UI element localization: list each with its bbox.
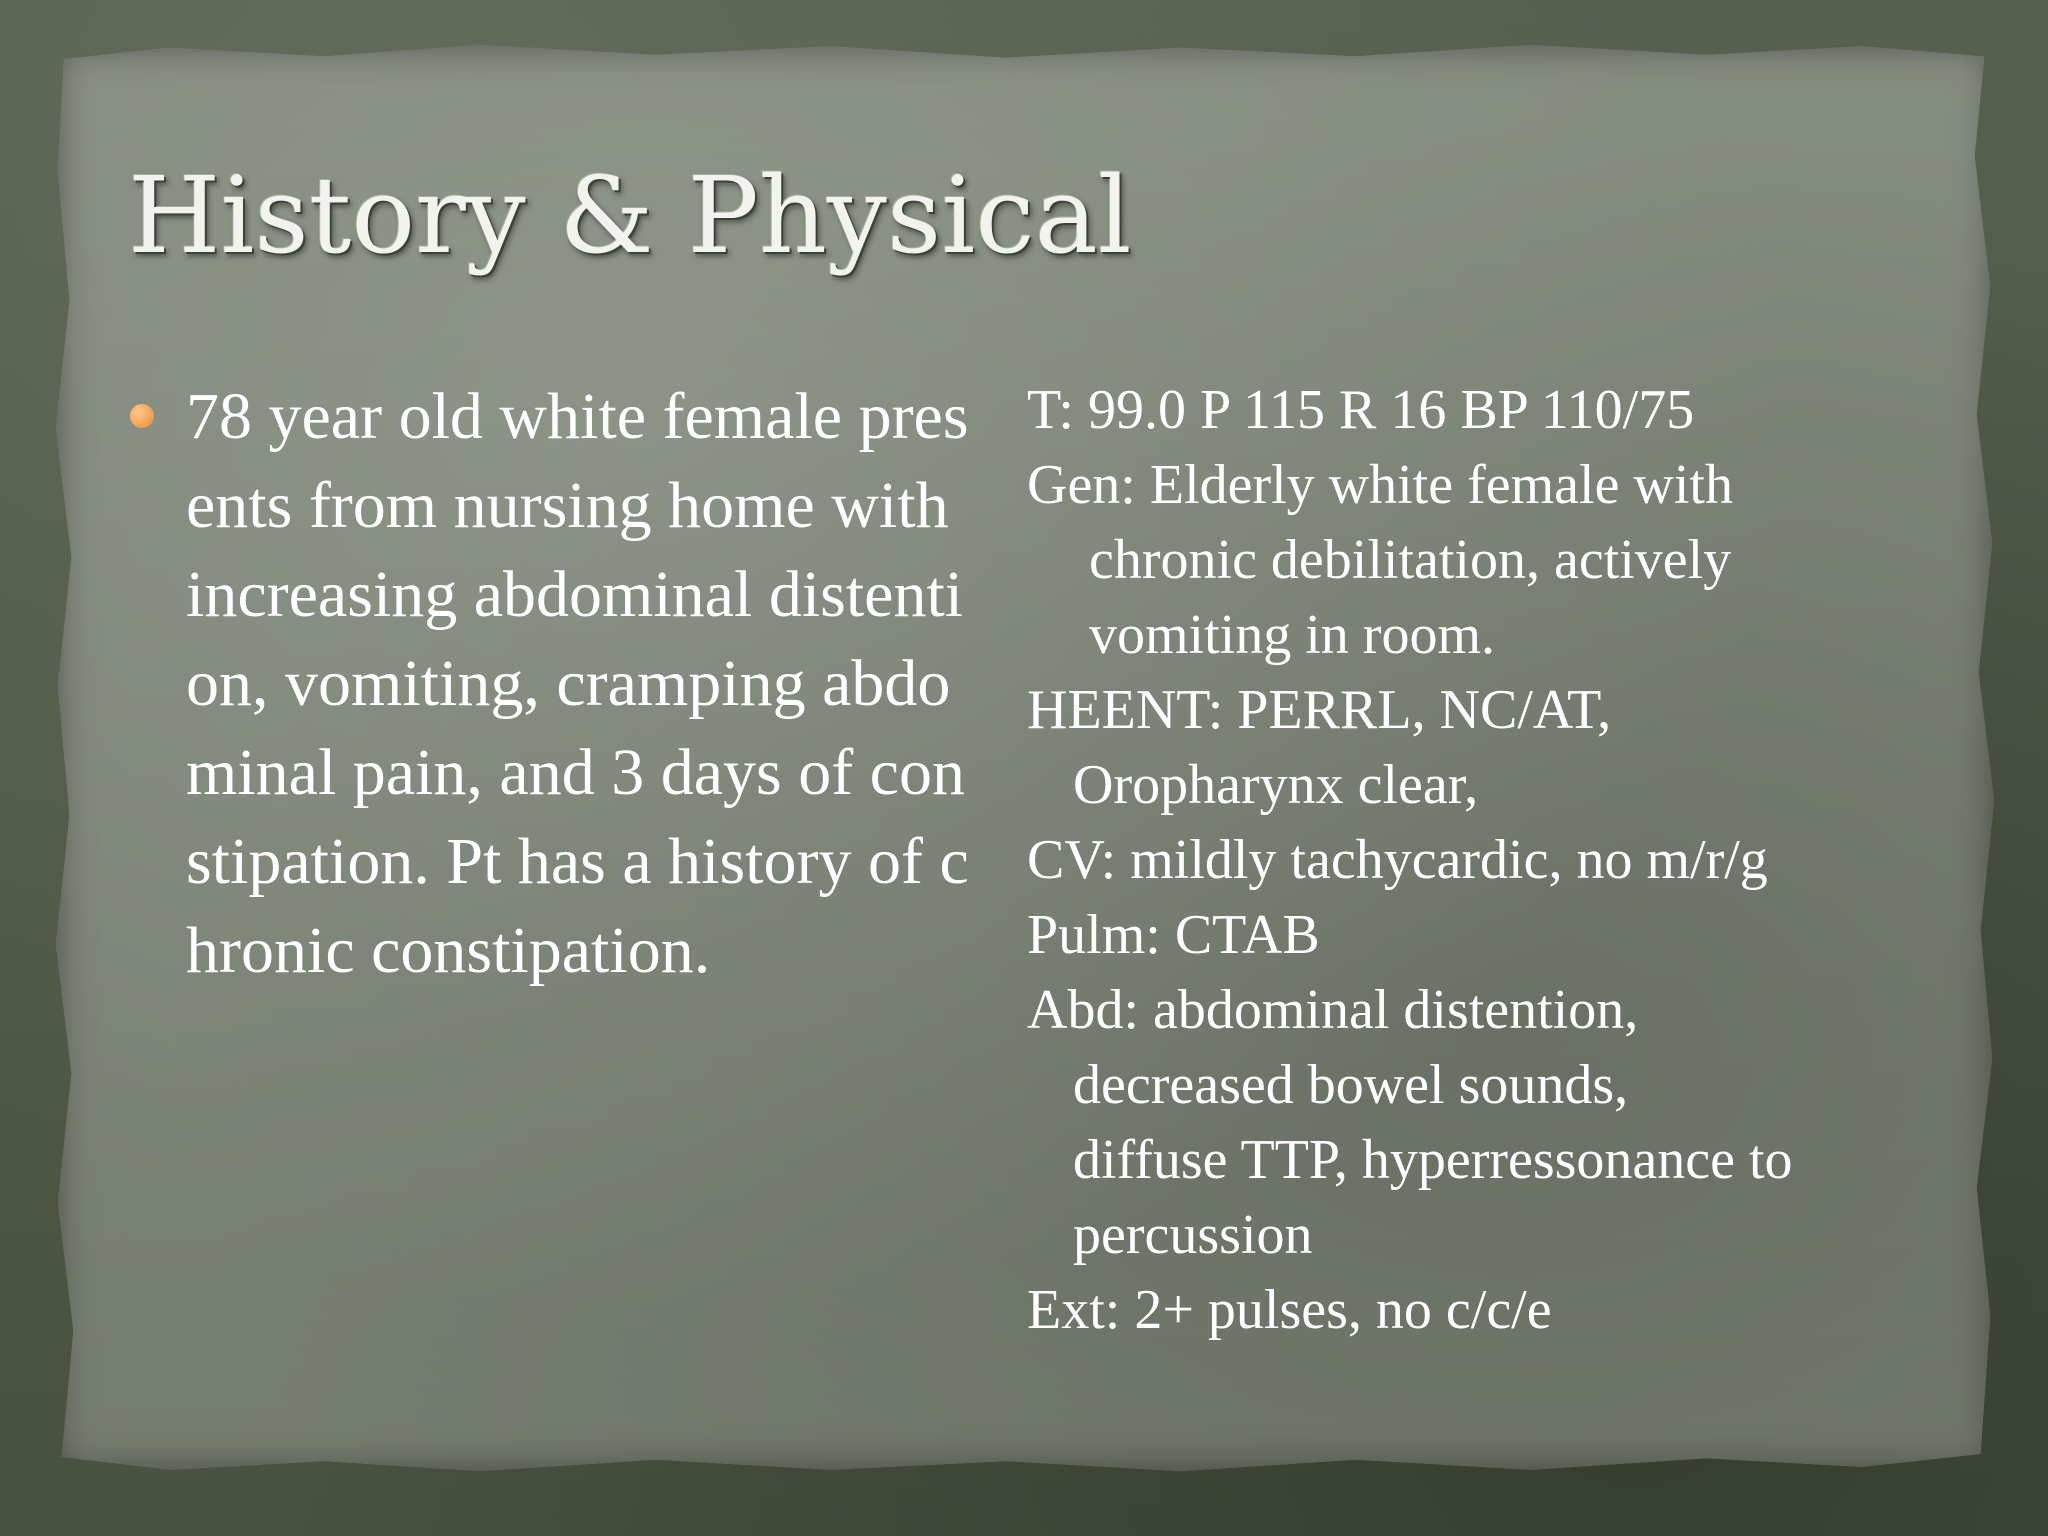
vitals-line: T: 99.0 P 115 R 16 BP 110/75: [1027, 379, 1695, 441]
pulm-line: Pulm: CTAB: [1027, 904, 1320, 966]
abd-line-3: diffuse TTP, hyperressonance to: [1073, 1129, 1793, 1191]
abd-line-1: Abd: abdominal distention,: [1027, 979, 1639, 1041]
slide-title: History & Physical: [128, 154, 1132, 277]
history-text: 78 year old white female presents from nursing home with increasing abdominal distention, vomiting, cramping abdominal pain, and 3 days of constipation. Pt has a history of chronic constipation.: [186, 380, 969, 987]
ext-line: Ext: 2+ pulses, no c/c/e: [1027, 1279, 1552, 1341]
gen-line-1: Gen: Elderly white female with: [1027, 454, 1733, 516]
abd-line-2: decreased bowel sounds,: [1073, 1054, 1629, 1116]
heent-line-2: Oropharynx clear,: [1073, 754, 1479, 816]
heent-line-1: HEENT: PERRL, NC/AT,: [1027, 679, 1612, 741]
gen-line-3: vomiting in room.: [1089, 604, 1495, 666]
cv-line: CV: mildly tachycardic, no m/r/g: [1027, 829, 1768, 891]
abd-line-4: percussion: [1073, 1204, 1313, 1266]
history-bullet: [130, 372, 970, 995]
gen-line-2: chronic debilitation, actively: [1089, 529, 1732, 591]
physical-exam-column: [1027, 373, 1967, 1348]
bullet-dot-icon: [130, 404, 154, 428]
history-column: [130, 372, 970, 995]
